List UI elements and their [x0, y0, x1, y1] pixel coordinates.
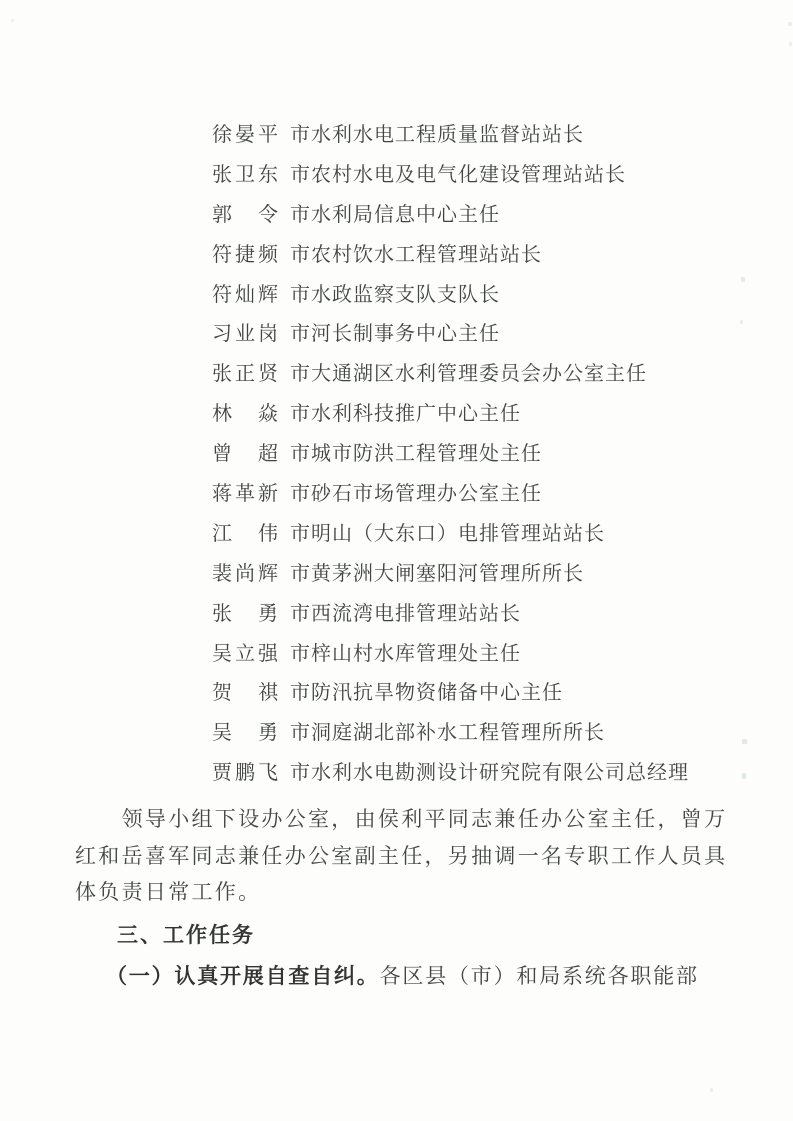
roster-title: 市防汛抗旱物资储备中心主任 — [290, 682, 563, 705]
roster-title: 市梓山村水库管理处主任 — [290, 642, 521, 665]
roster-title: 市农村饮水工程管理站站长 — [290, 243, 542, 266]
roster-row — [212, 595, 689, 635]
roster-name: 张 勇 — [212, 602, 278, 625]
roster-name: 符灿辉 — [212, 283, 278, 306]
roster-name: 裴尚辉 — [212, 562, 278, 585]
section-heading: 三、工作任务 — [117, 923, 255, 947]
scan-artifact — [789, 42, 792, 46]
roster-title: 市洞庭湖北部补水工程管理所所长 — [290, 722, 605, 745]
subsection-text: 各区县（市）和局系统各职能部 — [379, 964, 699, 988]
roster-name: 吴立强 — [212, 642, 278, 665]
scan-artifact — [740, 320, 743, 324]
roster-name: 习业岗 — [212, 323, 278, 346]
roster-title: 市西流湾电排管理站站长 — [290, 602, 521, 625]
roster-row — [212, 315, 689, 355]
roster-name: 徐晏平 — [212, 124, 278, 146]
roster-name: 林 焱 — [212, 403, 278, 426]
roster-title: 市明山（大东口）电排管理站站长 — [290, 522, 605, 545]
roster-row — [212, 674, 689, 714]
roster-name: 贾鹏飞 — [212, 762, 278, 785]
roster-title: 市水利水电勘测设计研究院有限公司总经理 — [290, 762, 689, 785]
scan-artifact — [788, 22, 792, 26]
scan-artifact — [741, 277, 745, 282]
roster-row — [212, 196, 689, 236]
roster-row — [212, 355, 689, 395]
roster-row — [212, 754, 689, 794]
roster-name: 张卫东 — [212, 163, 278, 186]
roster-row — [212, 236, 689, 276]
scan-artifact — [710, 1088, 713, 1092]
roster-title: 市农村水电及电气化建设管理站站长 — [290, 163, 626, 186]
scan-artifact — [742, 739, 747, 744]
roster-name: 符捷频 — [212, 243, 278, 266]
roster-title: 市河长制事务中心主任 — [290, 323, 500, 346]
scan-artifact — [742, 773, 746, 779]
office-paragraph-line-3: 体负责日常工作。 — [75, 880, 262, 905]
roster-name: 江 伟 — [212, 522, 278, 545]
office-paragraph-line-2: 红和岳喜军同志兼任办公室副主任，另抽调一名专职工作人员具 — [75, 843, 728, 868]
roster-row — [212, 116, 689, 156]
roster-name: 曾 超 — [212, 443, 278, 466]
office-paragraph — [75, 801, 735, 911]
roster-row — [212, 555, 689, 595]
roster-title: 市水利水电工程质量监督站站长 — [290, 124, 584, 146]
roster-name: 贺 祺 — [212, 682, 278, 705]
roster-row — [212, 714, 689, 754]
office-paragraph-line-1: 领导小组下设办公室，由侯利平同志兼任办公室主任，曾万 — [121, 807, 728, 831]
scan-artifact — [11, 19, 14, 22]
roster-row — [212, 475, 689, 515]
roster-title: 市黄茅洲大闸塞阳河管理所所长 — [290, 562, 584, 585]
roster-row — [212, 435, 689, 475]
roster-row — [212, 156, 689, 196]
subsection-line — [106, 962, 699, 990]
roster-title: 市砂石市场管理办公室主任 — [290, 483, 542, 506]
roster-row — [212, 395, 689, 435]
roster-title: 市水利局信息中心主任 — [290, 203, 500, 226]
subsection-bold-lead: （一）认真开展自查自纠。 — [106, 964, 380, 988]
roster-list — [212, 116, 689, 794]
roster-name: 郭 令 — [212, 203, 278, 226]
roster-name: 蒋革新 — [212, 483, 278, 506]
roster-title: 市水利科技推广中心主任 — [290, 403, 521, 426]
roster-title: 市大通湖区水利管理委员会办公室主任 — [290, 363, 647, 386]
roster-title: 市水政监察支队支队长 — [290, 283, 500, 306]
roster-name: 张正贤 — [212, 363, 278, 386]
roster-title: 市城市防洪工程管理处主任 — [290, 443, 542, 466]
roster-name: 吴 勇 — [212, 722, 278, 745]
roster-row — [212, 635, 689, 675]
roster-row — [212, 276, 689, 316]
roster-row — [212, 515, 689, 555]
